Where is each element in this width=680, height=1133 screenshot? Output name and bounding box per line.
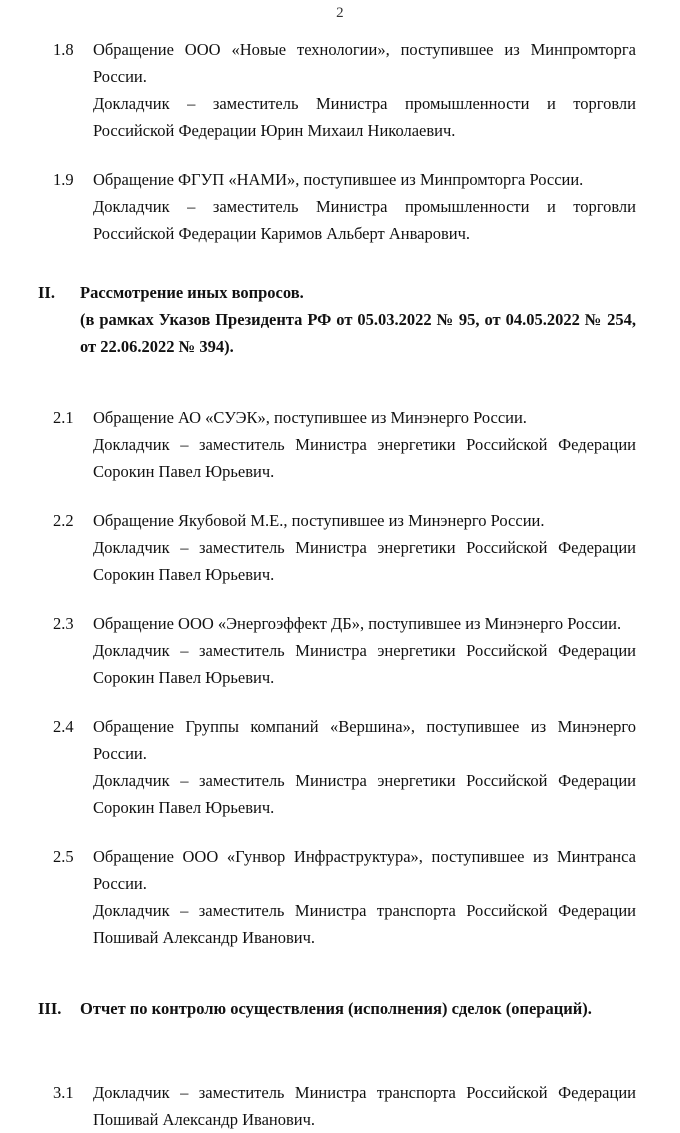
section-title: Отчет по контролю осуществления (исполнения) сделок (операций).	[80, 999, 592, 1018]
spacer	[0, 247, 680, 279]
list-item-1-8	[0, 36, 680, 144]
item-number: 3.1	[53, 1083, 74, 1102]
list-item-2-1	[0, 404, 680, 485]
item-paragraph-speaker: Докладчик – заместитель Министра транспорта Российской Федерации Пошивай Александр Иванович.	[93, 901, 636, 947]
item-paragraph-speaker: Докладчик – заместитель Министра промышленности и торговли Российской Федерации Юрин Михаил Николаевич.	[93, 94, 636, 140]
item-paragraph-subject: Обращение ООО «Новые технологии», поступившее из Минпромторга России.	[93, 40, 636, 86]
page-number: 2	[336, 5, 344, 21]
spacer	[0, 360, 680, 404]
spacer	[0, 691, 680, 713]
document-body	[0, 36, 680, 1133]
spacer	[0, 144, 680, 166]
section-heading-ii	[0, 279, 680, 360]
item-paragraph-subject: Обращение ООО «Гунвор Инфраструктура», поступившее из Минтранса России.	[93, 847, 636, 893]
item-paragraph-speaker: Докладчик – заместитель Министра промышленности и торговли Российской Федерации Каримов Альберт Анварович.	[93, 197, 636, 243]
item-paragraph-subject: Обращение ФГУП «НАМИ», поступившее из Минпромторга России.	[93, 170, 584, 189]
spacer	[0, 485, 680, 507]
item-number: 2.4	[53, 717, 74, 736]
item-paragraph-speaker: Докладчик – заместитель Министра энергетики Российской Федерации Сорокин Павел Юрьевич.	[93, 641, 636, 687]
section-roman-numeral: II.	[38, 283, 55, 302]
list-item-2-4	[0, 713, 680, 821]
item-paragraph-speaker: Докладчик – заместитель Министра энергетики Российской Федерации Сорокин Павел Юрьевич.	[93, 435, 636, 481]
item-paragraph-speaker: Докладчик – заместитель Министра транспорта Российской Федерации Пошивай Александр Иванович.	[93, 1083, 636, 1129]
item-paragraph-speaker: Докладчик – заместитель Министра энергетики Российской Федерации Сорокин Павел Юрьевич.	[93, 771, 636, 817]
section-heading-iii	[0, 995, 680, 1022]
spacer	[0, 951, 680, 995]
item-paragraph-subject: Обращение Якубовой М.Е., поступившее из Минэнерго России.	[93, 511, 545, 530]
section-roman-numeral: III.	[38, 999, 62, 1018]
list-item-3-1	[0, 1079, 680, 1133]
spacer	[0, 588, 680, 610]
item-number: 1.8	[53, 40, 74, 59]
item-number: 1.9	[53, 170, 74, 189]
list-item-1-9	[0, 166, 680, 247]
spacer	[0, 1066, 680, 1079]
spacer	[0, 821, 680, 843]
list-item-2-5	[0, 843, 680, 951]
item-paragraph-subject: Обращение АО «СУЭК», поступившее из Минэнерго России.	[93, 408, 527, 427]
item-number: 2.1	[53, 408, 74, 427]
item-paragraph-subject: Обращение Группы компаний «Вершина», поступившее из Минэнерго России.	[93, 717, 636, 763]
section-title: Рассмотрение иных вопросов.	[80, 283, 304, 302]
section-subtitle: (в рамках Указов Президента РФ от 05.03.2022 № 95, от 04.05.2022 № 254, от 22.06.2022 № 394).	[80, 310, 636, 356]
list-item-2-2	[0, 507, 680, 588]
item-number: 2.2	[53, 511, 74, 530]
item-number: 2.3	[53, 614, 74, 633]
spacer	[0, 1022, 680, 1066]
list-item-2-3	[0, 610, 680, 691]
item-paragraph-speaker: Докладчик – заместитель Министра энергетики Российской Федерации Сорокин Павел Юрьевич.	[93, 538, 636, 584]
item-paragraph-subject: Обращение ООО «Энергоэффект ДБ», поступившее из Минэнерго России.	[93, 614, 622, 633]
item-number: 2.5	[53, 847, 74, 866]
